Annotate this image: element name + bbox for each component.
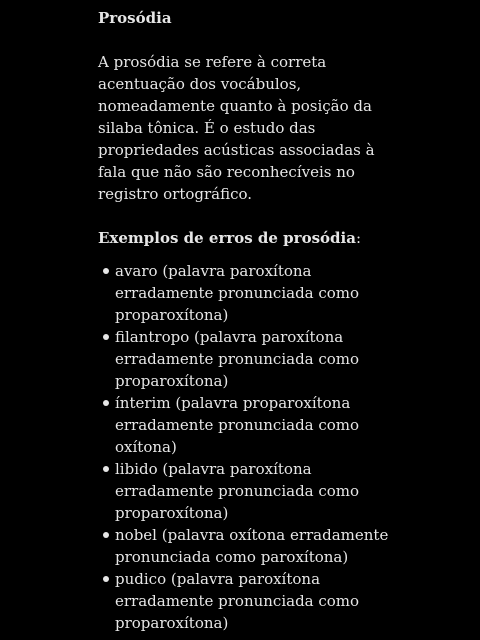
list-item	[98, 392, 398, 458]
article-paragraph: A prosódia se refere à correta acentuação dos vocábulos, nomeadamente quanto à posição da silaba tônica. É o estudo das propriedades acústicas associadas à fala que não são reconhecíveis no registro ortográfico.	[98, 53, 375, 203]
examples-heading-text: Exemplos de erros de prosódia	[98, 229, 356, 247]
list-item-text: pudico (palavra paroxítona erradamente pronunciada como proparoxítona)	[115, 570, 360, 632]
list-item-text: nobel (palavra oxítona erradamente pronunciada como paroxítona)	[115, 526, 389, 566]
list-item	[98, 260, 398, 326]
list-item-text: avaro (palavra paroxítona erradamente pronunciada como proparoxítona)	[115, 262, 360, 324]
bullet-icon	[103, 576, 109, 582]
examples-heading-colon: :	[355, 229, 361, 247]
list-item	[98, 524, 398, 568]
bullet-icon	[103, 400, 109, 406]
examples-heading	[98, 227, 398, 249]
list-item-text: filantropo (palavra paroxítona erradamente pronunciada como proparoxítona)	[115, 328, 360, 390]
list-item-text: libido (palavra paroxítona erradamente pronunciada como proparoxítona)	[115, 460, 360, 522]
examples-list	[98, 260, 398, 634]
bullet-icon	[103, 532, 109, 538]
article-title: Prosódia	[98, 9, 172, 27]
bullet-icon	[103, 466, 109, 472]
article	[98, 7, 398, 634]
bullet-icon	[103, 334, 109, 340]
list-item	[98, 458, 398, 524]
bullet-icon	[103, 268, 109, 274]
list-item-text: ínterim (palavra proparoxítona erradamente pronunciada como oxítona)	[115, 394, 360, 456]
list-item	[98, 568, 398, 634]
list-item	[98, 326, 398, 392]
